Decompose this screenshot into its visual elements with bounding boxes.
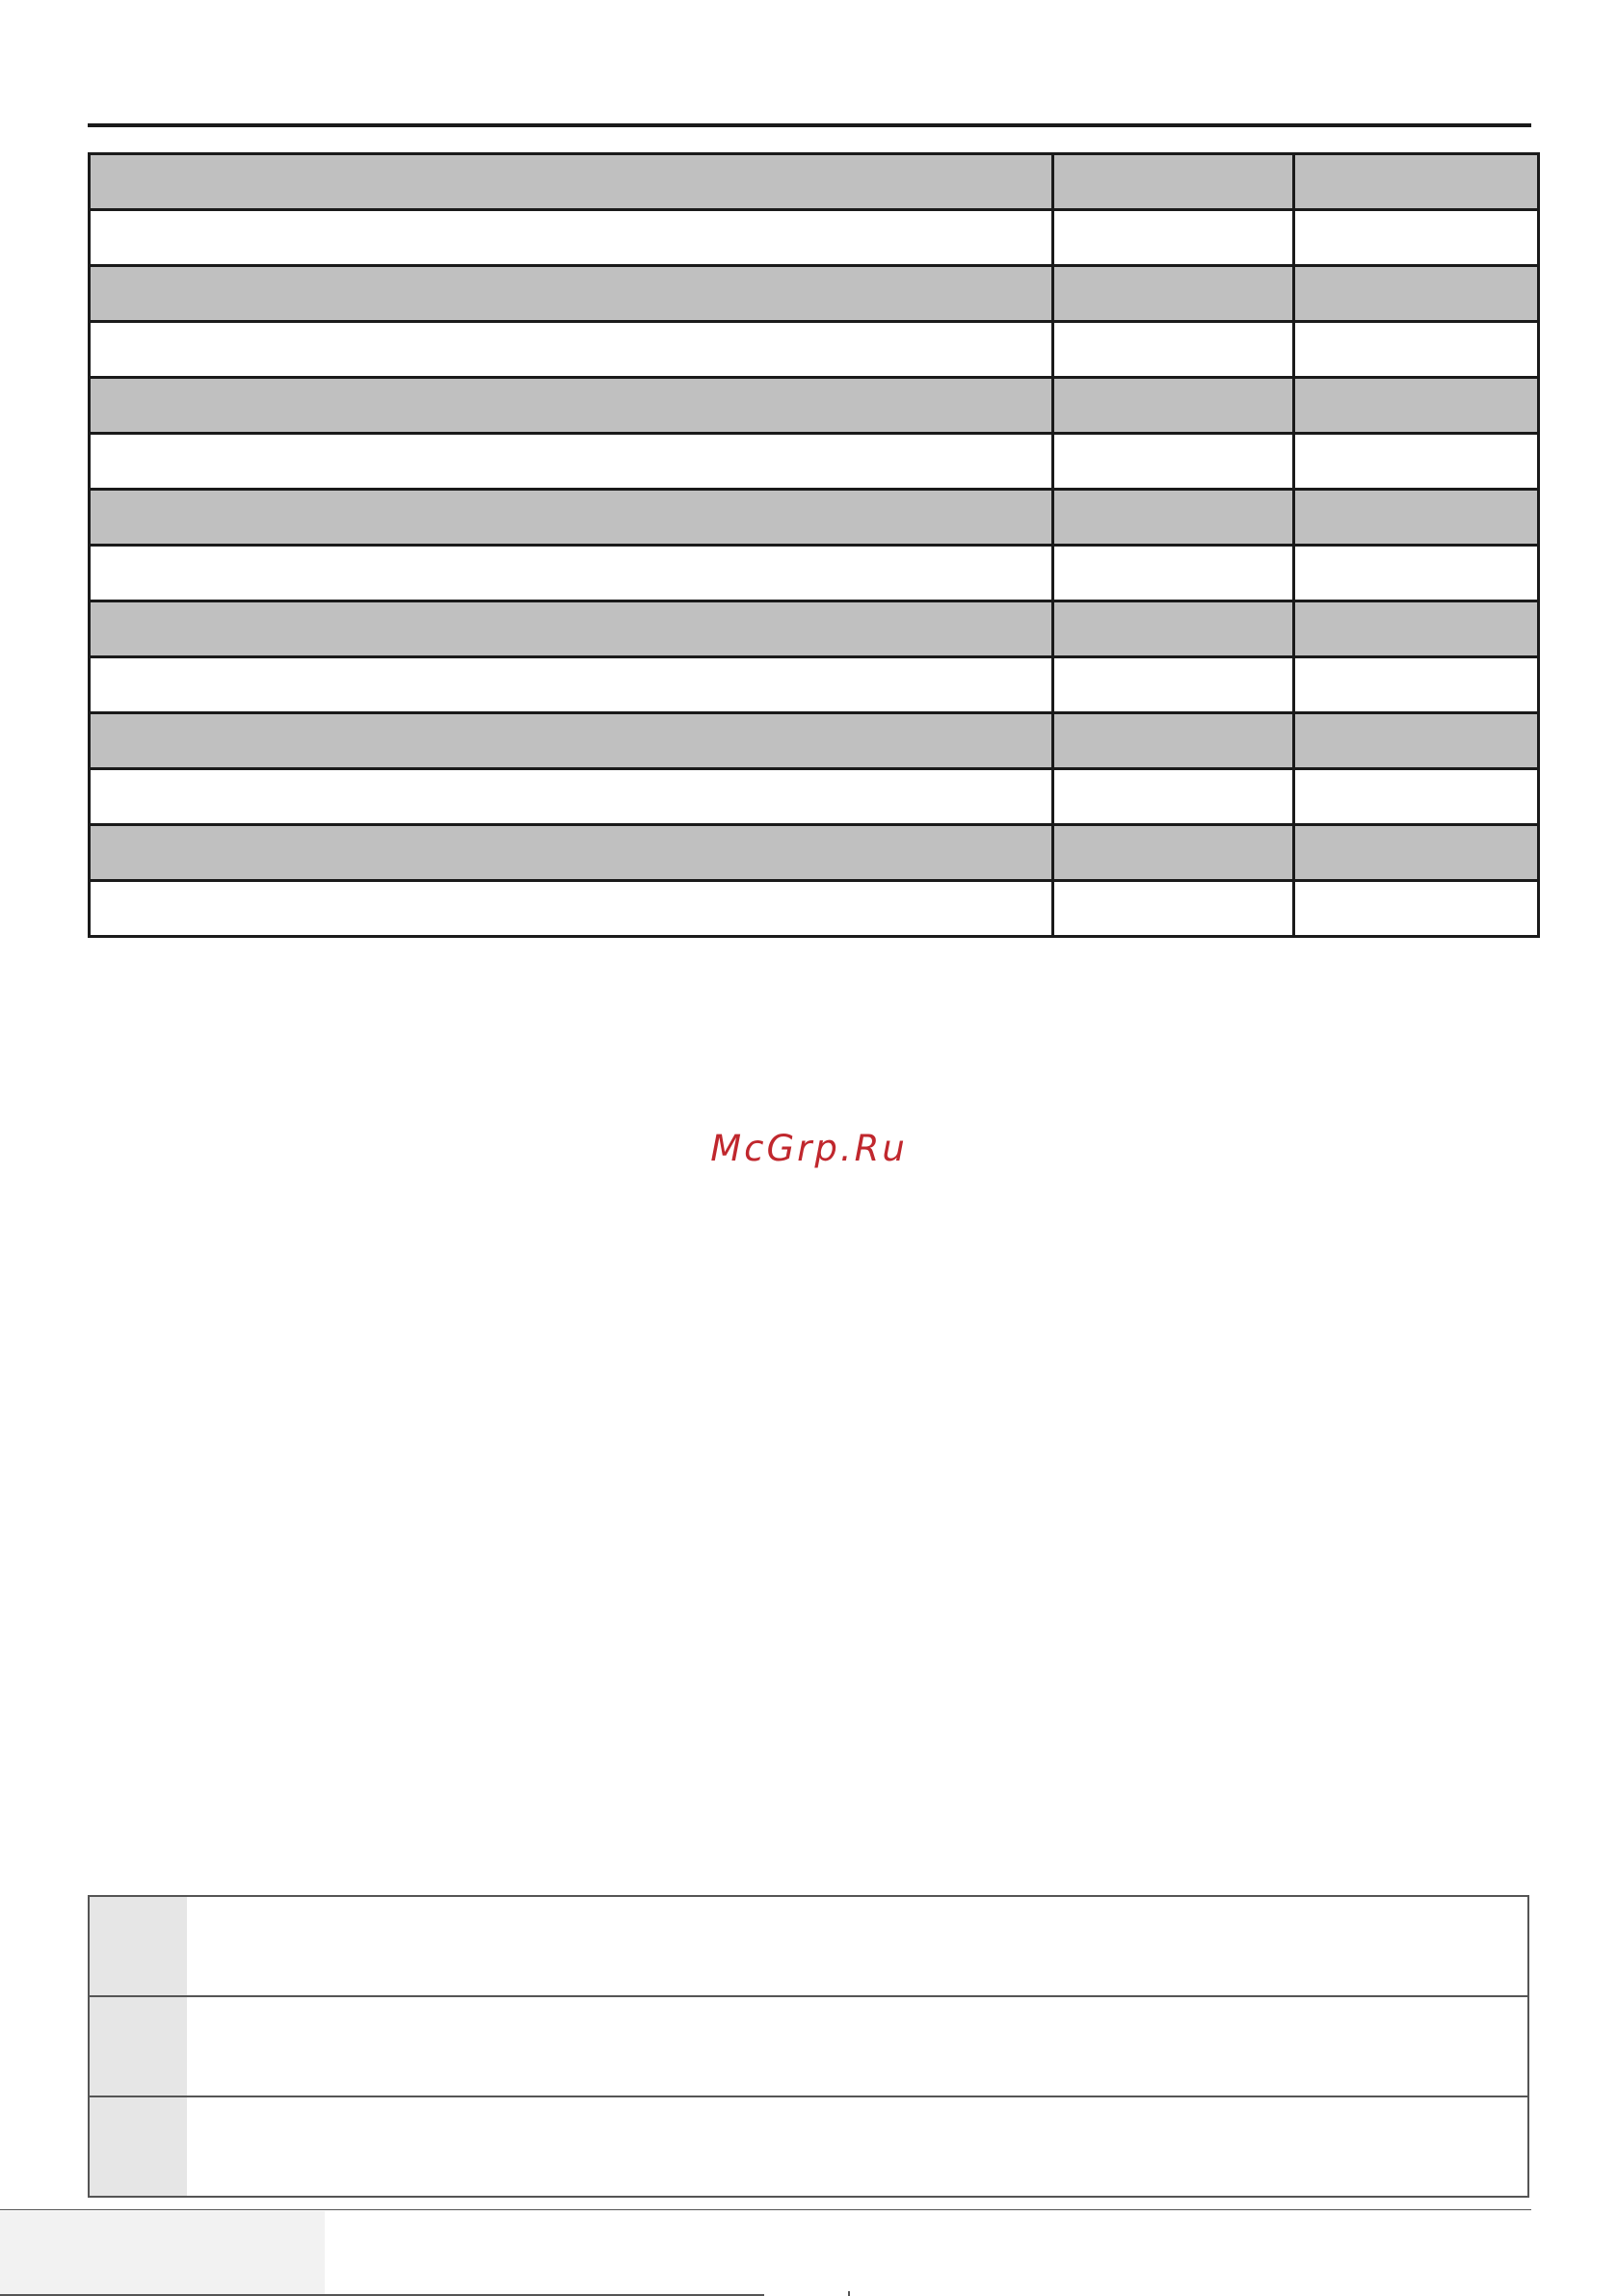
table-cell bbox=[1053, 210, 1294, 266]
spec-table bbox=[88, 152, 1540, 938]
table-cell bbox=[1294, 434, 1539, 490]
table-cell bbox=[1294, 769, 1539, 825]
table-cell bbox=[1294, 490, 1539, 546]
table-cell bbox=[1053, 713, 1294, 769]
table-cell bbox=[90, 378, 1053, 434]
table-cell bbox=[1053, 490, 1294, 546]
table-cell bbox=[1053, 434, 1294, 490]
table-cell bbox=[1053, 881, 1294, 937]
table-cell bbox=[1294, 378, 1539, 434]
table-row bbox=[90, 210, 1539, 266]
table-cell bbox=[1294, 210, 1539, 266]
note-marker bbox=[90, 1897, 187, 1995]
table-cell bbox=[1294, 657, 1539, 713]
table-cell bbox=[1053, 601, 1294, 657]
table-cell bbox=[90, 546, 1053, 601]
table-cell bbox=[1294, 546, 1539, 601]
table-row bbox=[90, 657, 1539, 713]
table-cell bbox=[90, 713, 1053, 769]
table-cell bbox=[1294, 881, 1539, 937]
table-cell bbox=[1053, 378, 1294, 434]
table-row bbox=[90, 881, 1539, 937]
note-row bbox=[90, 1995, 1527, 2096]
table-row bbox=[90, 769, 1539, 825]
table-row bbox=[90, 266, 1539, 322]
table-cell bbox=[1053, 546, 1294, 601]
table-cell bbox=[90, 601, 1053, 657]
table-row bbox=[90, 378, 1539, 434]
table-cell bbox=[90, 881, 1053, 937]
table-cell bbox=[1053, 769, 1294, 825]
table-row bbox=[90, 490, 1539, 546]
top-rule bbox=[88, 123, 1531, 127]
table-cell bbox=[90, 154, 1053, 210]
table-cell bbox=[90, 769, 1053, 825]
table-row bbox=[90, 546, 1539, 601]
table-cell bbox=[1053, 825, 1294, 881]
table-cell bbox=[1053, 154, 1294, 210]
note-row bbox=[90, 2096, 1527, 2196]
notes-box bbox=[88, 1895, 1529, 2198]
watermark-logo[interactable]: McGrp.Ru bbox=[710, 1128, 908, 1169]
table-cell bbox=[1294, 825, 1539, 881]
table-cell bbox=[1294, 154, 1539, 210]
table-cell bbox=[1053, 266, 1294, 322]
note-text bbox=[187, 1897, 1527, 1995]
bottom-rule bbox=[0, 2209, 1531, 2210]
table-cell bbox=[90, 825, 1053, 881]
table-cell bbox=[1294, 601, 1539, 657]
spec-table-body bbox=[90, 154, 1539, 937]
table-cell bbox=[1053, 657, 1294, 713]
note-marker bbox=[90, 2097, 187, 2196]
table-row bbox=[90, 322, 1539, 378]
footer-tick bbox=[848, 2291, 850, 2296]
table-cell bbox=[90, 322, 1053, 378]
table-row bbox=[90, 713, 1539, 769]
table-cell bbox=[1294, 266, 1539, 322]
table-cell bbox=[90, 657, 1053, 713]
note-text bbox=[187, 1997, 1527, 2096]
note-row bbox=[90, 1897, 1527, 1995]
table-cell bbox=[1053, 322, 1294, 378]
table-cell bbox=[90, 266, 1053, 322]
table-cell bbox=[90, 210, 1053, 266]
table-cell bbox=[1294, 713, 1539, 769]
table-cell bbox=[90, 434, 1053, 490]
footer-tab bbox=[0, 2211, 325, 2294]
table-row bbox=[90, 154, 1539, 210]
table-row bbox=[90, 434, 1539, 490]
table-cell bbox=[1294, 322, 1539, 378]
table-row bbox=[90, 825, 1539, 881]
table-row bbox=[90, 601, 1539, 657]
table-cell bbox=[90, 490, 1053, 546]
note-text bbox=[187, 2097, 1527, 2196]
note-marker bbox=[90, 1997, 187, 2096]
